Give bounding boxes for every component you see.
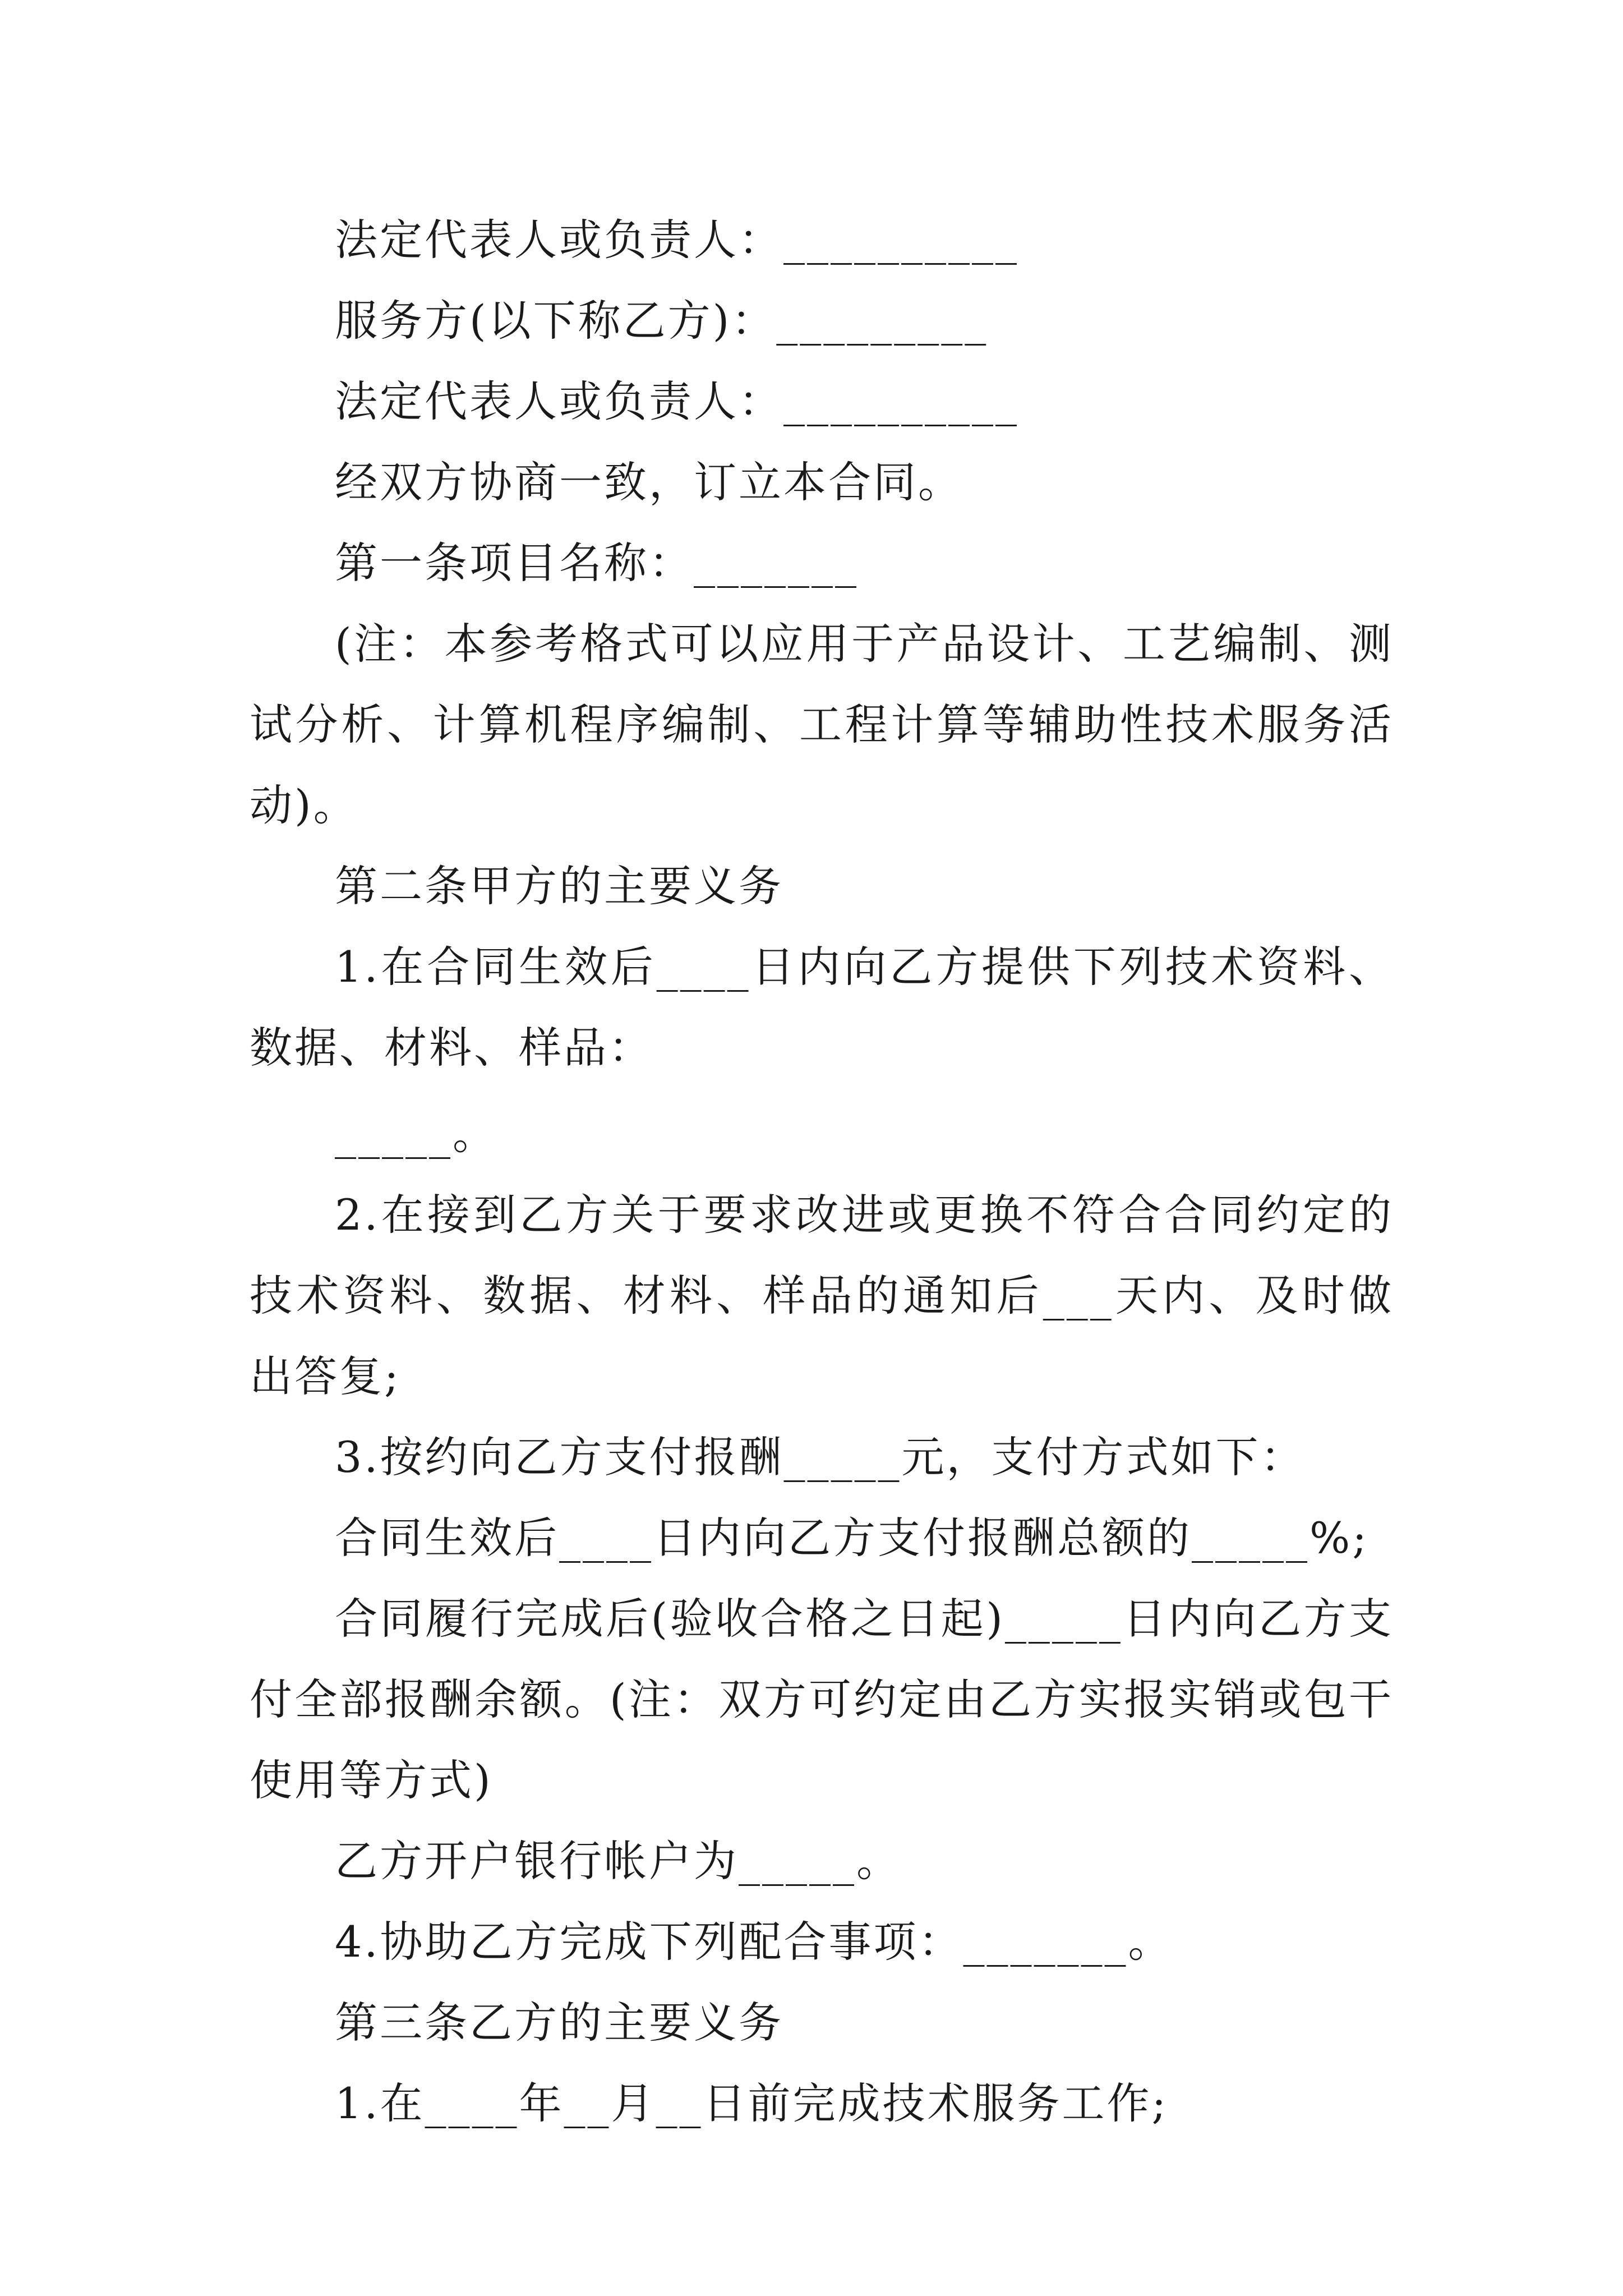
bank-account-line: 乙方开户银行帐户为_____。 [335, 1836, 901, 1886]
service-party-line: 服务方(以下称乙方)：_________ [335, 296, 989, 346]
article-3-heading: 第三条乙方的主要义务 [335, 1998, 783, 2047]
legal-representative-line-1: 法定代表人或负责人：__________ [335, 215, 1019, 265]
document-page [250, 200, 1394, 2144]
article-2-heading: 第二条甲方的主要义务 [335, 861, 783, 911]
article-1-project-name: 第一条项目名称：_______ [335, 538, 859, 588]
article-2-item-2: 2.在接到乙方关于要求改进或更换不符合合同约定的技术资料、数据、材料、样品的通知后___天内、及时做出答复; [250, 1190, 1394, 1401]
payment-after-effect: 合同生效后____日内向乙方支付报酬总额的_____%; [335, 1513, 1369, 1563]
legal-representative-line-2: 法定代表人或负责人：__________ [335, 376, 1019, 426]
article-2-item-1-blank: _____。 [335, 1109, 497, 1159]
article-2-item-3: 3.按约向乙方支付报酬_____元，支付方式如下： [335, 1432, 1306, 1482]
article-3-item-1: 1.在____年__月__日前完成技术服务工作; [335, 2078, 1169, 2128]
article-2-item-1: 1.在合同生效后____日内向乙方提供下列技术资料、数据、材料、样品： [250, 942, 1394, 1073]
article-2-item-4: 4.协助乙方完成下列配合事项：_______。 [335, 1917, 1173, 1967]
article-1-note: (注：本参考格式可以应用于产品设计、工艺编制、测试分析、计算机程序编制、工程计算等辅助性技术服务活动)。 [250, 619, 1394, 830]
agreement-statement: 经双方协商一致，订立本合同。 [335, 457, 963, 507]
payment-after-completion: 合同履行完成后(验收合格之日起)_____日内向乙方支付全部报酬余额。(注：双方可约定由乙方实报实销或包干使用等方式) [250, 1594, 1394, 1805]
